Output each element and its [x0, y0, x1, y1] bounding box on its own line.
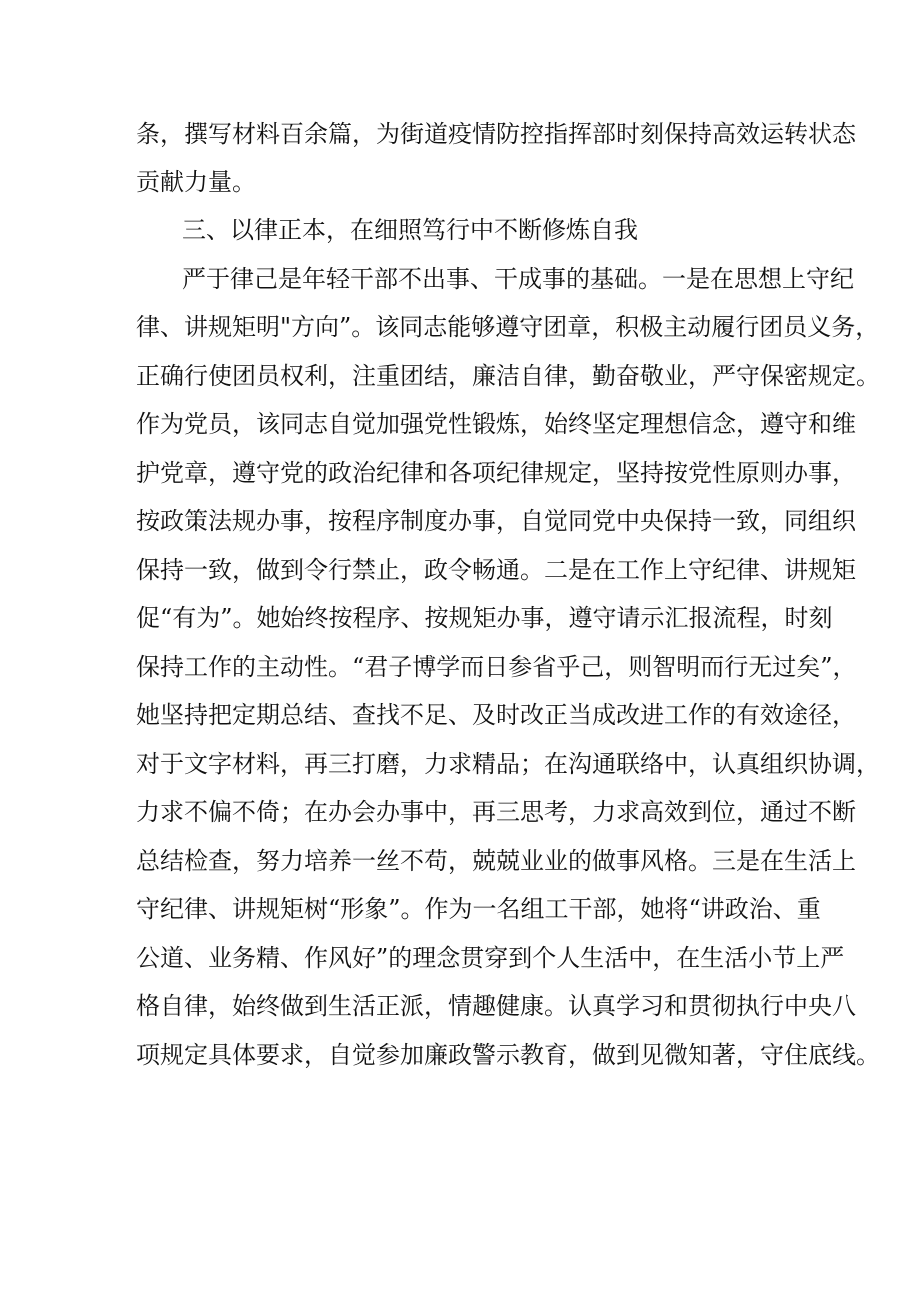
text-line-7: 作为党员，该同志自觉加强党性锻炼，始终坚定理想信念，遵守和维 [136, 410, 856, 438]
text-line-13: 她坚持把定期总结、查找不足、及时改正当成改进工作的有效途径， [136, 701, 856, 729]
text-line-1: 条，撰写材料百余篇，为街道疫情防控指挥部时刻保持高效运转状态 [136, 120, 856, 148]
text-line-20: 项规定具体要求，自觉参加廉政警示教育，做到见微知著，守住底线。 [136, 1041, 880, 1069]
text-line-8: 护党章，遵守党的政治纪律和各项纪律规定，坚持按党性原则办事， [136, 459, 856, 487]
text-line-17: 守纪律、讲规矩树“形象”。作为一名组工干部，她将“讲政治、重 [136, 895, 821, 923]
text-line-14: 对于文字材料，再三打磨，力求精品；在沟通联络中，认真组织协调， [136, 750, 880, 778]
text-line-6: 正确行使团员权利，注重团结，廉洁自律，勤奋敬业，严守保密规定。 [136, 362, 880, 390]
text-line-11: 促“有为”。她始终按程序、按规矩办事，遵守请示汇报流程，时刻 [136, 604, 833, 632]
text-line-10: 保持一致，做到令行禁止，政令畅通。二是在工作上守纪律、讲规矩 [136, 556, 856, 584]
text-line-15: 力求不偏不倚；在办会办事中，再三思考，力求高效到位，通过不断 [136, 798, 856, 826]
text-line-18: 公道、业务精、作风好”的理念贯穿到个人生活中，在生活小节上严 [136, 944, 845, 972]
text-line-16: 总结检查，努力培养一丝不苟，兢兢业业的做事风格。三是在生活上 [136, 847, 856, 875]
text-line-2: 贡献力量。 [136, 168, 256, 196]
text-line-5: 律、讲规矩明"方向”。该同志能够遵守团章，积极主动履行团员义务， [136, 313, 880, 341]
text-line-9: 按政策法规办事，按程序制度办事，自觉同党中央保持一致，同组织 [136, 507, 856, 535]
text-line-12: 保持工作的主动性。“君子博学而日参省乎己，则智明而行无过矣”， [136, 653, 857, 681]
text-line-19: 格自律，始终做到生活正派，情趣健康。认真学习和贯彻执行中央八 [136, 992, 856, 1020]
section-heading: 三、以律正本，在细照笃行中不断修炼自我 [182, 216, 638, 244]
text-line-4: 严于律己是年轻干部不出事、干成事的基础。一是在思想上守纪 [182, 265, 854, 293]
